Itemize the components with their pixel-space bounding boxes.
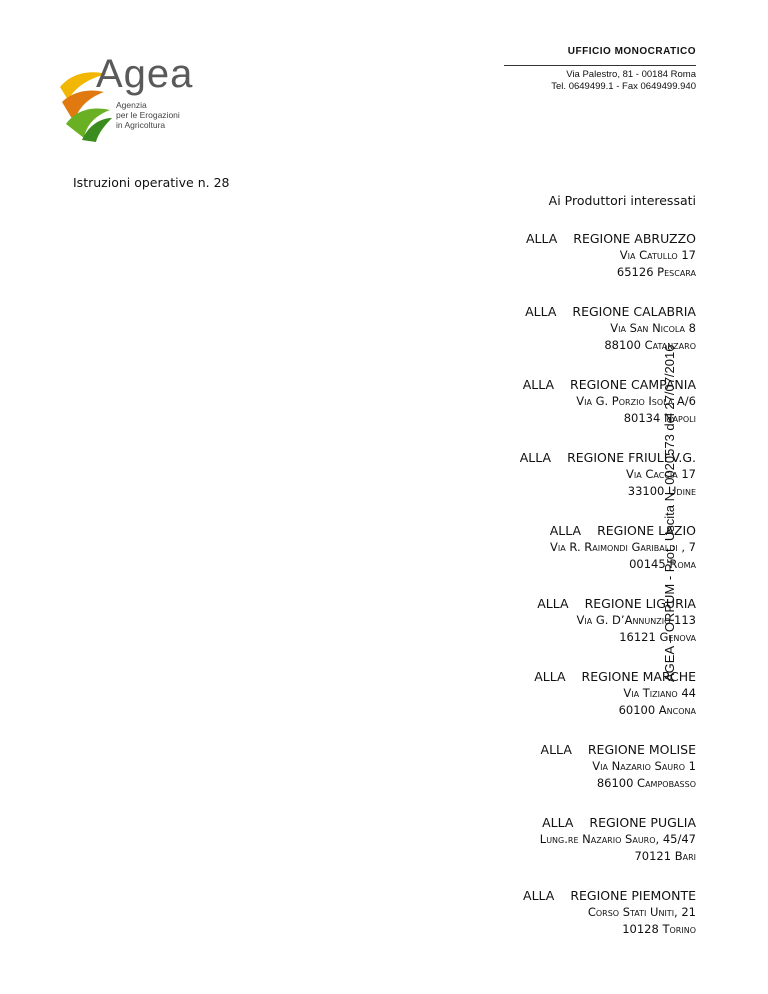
- recipient-street: Via Tiziano 44: [623, 686, 696, 700]
- recipient-prefix: ALLA: [549, 523, 582, 538]
- recipient-city: 88100 Catanzaro: [604, 338, 696, 352]
- recipient-prefix: ALLA: [537, 596, 569, 611]
- recipient-block: [276, 814, 696, 865]
- recipient-name: REGIONE CAMPANIA: [570, 377, 696, 392]
- recipient-street: Via Catullo 17: [619, 248, 696, 262]
- recipient-block: [276, 741, 696, 792]
- recipient-name: REGIONE CALABRIA: [572, 304, 696, 319]
- recipient-city: 86100 Campobasso: [596, 776, 696, 790]
- recipient-street: Via San Nicola 8: [610, 321, 696, 335]
- document-reference: Istruzioni operative n. 28: [73, 175, 230, 190]
- recipient-name: REGIONE MOLISE: [587, 742, 696, 757]
- logo-subtitle: Agenzia per le Erogazioni in Agricoltura: [116, 100, 180, 130]
- logo-wordmark: Agea: [96, 52, 194, 96]
- office-name: UFFICIO MONOCRATICO: [567, 46, 696, 57]
- recipient-name: REGIONE MARCHE: [581, 669, 696, 684]
- recipient-block: [276, 595, 696, 646]
- recipient-street: Via G. D’Annunzio 113: [576, 613, 696, 627]
- recipient-block: [276, 230, 696, 281]
- recipient-name: REGIONE LIGURIA: [584, 596, 696, 611]
- recipient-city: 00145 Roma: [629, 557, 696, 571]
- recipient-name: REGIONE LAZIO: [597, 523, 696, 538]
- office-address: Via Palestro, 81 - 00184 Roma: [566, 69, 696, 80]
- recipient-prefix: ALLA: [534, 669, 566, 684]
- recipient-name: REGIONE FRIULI V.G.: [567, 450, 696, 465]
- recipient-street: Via R. Raimondi Garibaldi , 7: [550, 540, 696, 554]
- recipient-prefix: ALLA: [525, 304, 557, 319]
- agea-logo: [52, 52, 192, 142]
- recipient-block: [276, 887, 696, 938]
- recipient-name: REGIONE ABRUZZO: [573, 231, 696, 246]
- recipient-prefix: ALLA: [522, 377, 555, 392]
- recipient-name: REGIONE PUGLIA: [589, 815, 696, 830]
- recipient-city: 60100 Ancona: [618, 703, 696, 717]
- recipient-prefix: ALLA: [542, 815, 574, 830]
- recipient-prefix: ALLA: [519, 450, 552, 465]
- office-phone: Tel. 0649499.1 - Fax 0649499.940: [551, 81, 696, 92]
- recipient-street: Via Nazario Sauro 1: [592, 759, 696, 773]
- recipient-block: [276, 303, 696, 354]
- recipient-street: Corso Stati Uniti, 21: [587, 905, 696, 919]
- recipient-city: 16121 Genova: [619, 630, 696, 644]
- protocol-stamp: AGEA – ORPUM - Prot. Uscita N. 0020573 del 27/07/2016: [662, 344, 677, 682]
- recipient-city: 33100 Udine: [627, 484, 696, 498]
- producers-recipient: Ai Produttori interessati: [548, 193, 696, 208]
- recipient-block: [276, 668, 696, 719]
- recipient-prefix: ALLA: [540, 742, 572, 757]
- recipients-list: [276, 193, 696, 960]
- recipient-street: Via Caccia 17: [625, 467, 696, 481]
- recipient-block: [276, 522, 696, 573]
- recipient-city: 70121 Bari: [634, 849, 696, 863]
- recipient-block: [276, 376, 696, 427]
- recipient-street: Lung.re Nazario Sauro, 45/47: [539, 832, 696, 846]
- recipient-block: [276, 449, 696, 500]
- recipient-name: REGIONE PIEMONTE: [570, 888, 696, 903]
- recipient-city: 80134 Napoli: [623, 411, 696, 425]
- recipient-city: 65126 Pescara: [616, 265, 696, 279]
- recipient-street: Via G. Porzio Isola A/6: [576, 394, 696, 408]
- letterhead: [496, 46, 696, 93]
- recipient-prefix: ALLA: [525, 231, 558, 246]
- header-divider: [504, 65, 696, 66]
- recipient-prefix: ALLA: [523, 888, 555, 903]
- recipient-city: 10128 Torino: [622, 922, 696, 936]
